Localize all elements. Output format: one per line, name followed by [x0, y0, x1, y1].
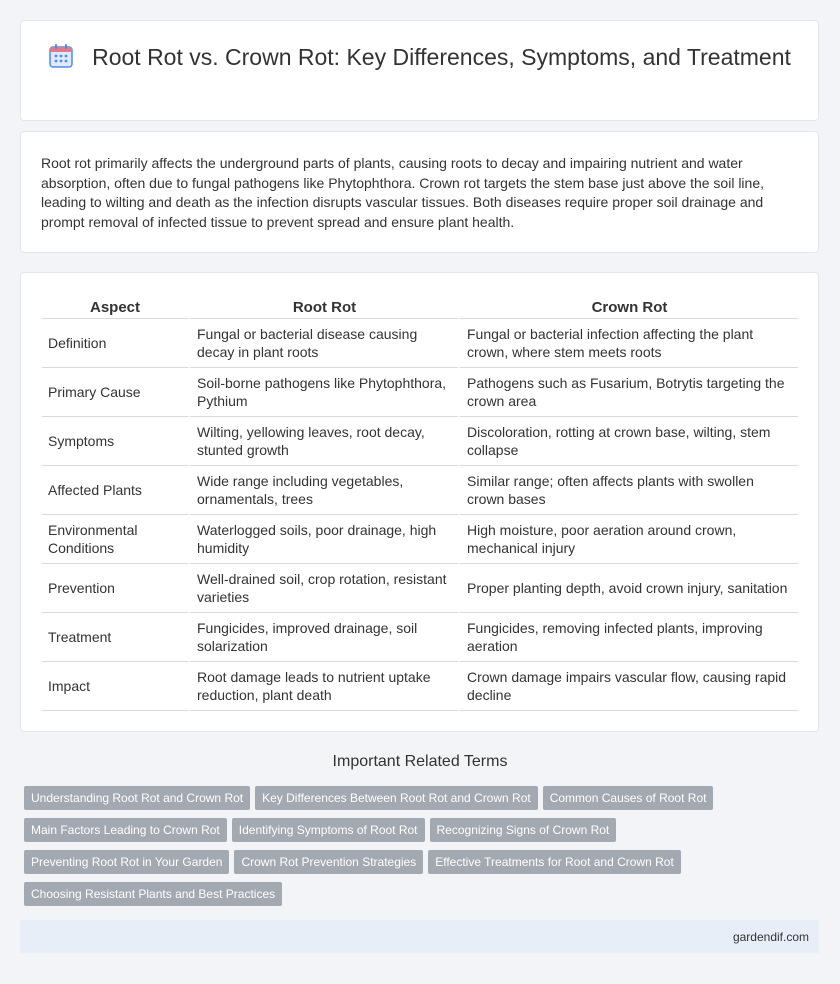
- column-header-aspect: Aspect: [42, 296, 188, 319]
- root-rot-cell: Wilting, yellowing leaves, root decay, stunted growth: [188, 417, 458, 466]
- table-header-row: [42, 296, 798, 319]
- crown-rot-cell: Crown damage impairs vascular flow, causing rapid decline: [458, 662, 798, 711]
- aspect-cell: Affected Plants: [42, 466, 188, 515]
- footer: [20, 920, 819, 953]
- page-title: [21, 43, 818, 72]
- page-title-text: Root Rot vs. Crown Rot: Key Differences, Symptoms, and Treatment: [92, 44, 791, 70]
- crown-rot-cell: Discoloration, rotting at crown base, wilting, stem collapse: [458, 417, 798, 466]
- aspect-cell: Impact: [42, 662, 188, 711]
- related-term-tag[interactable]: Preventing Root Rot in Your Garden: [24, 850, 229, 874]
- footer-site-link[interactable]: gardendif.com: [732, 930, 809, 944]
- root-rot-cell: Soil-borne pathogens like Phytophthora, Pythium: [188, 368, 458, 417]
- intro-card: [20, 131, 819, 253]
- related-term-tag[interactable]: Crown Rot Prevention Strategies: [234, 850, 423, 874]
- table-row: [42, 466, 798, 515]
- intro-paragraph: Root rot primarily affects the underground parts of plants, causing roots to decay and impairing nutrient and water absorption, often due to fungal pathogens like Phytophthora. Crown rot targets the stem base just above the soil line, leading to wilting and death as the infection disrupts vascular tissues. Both diseases require proper soil drainage and prompt removal of infected tissue to prevent spread and ensure plant health.: [41, 155, 765, 230]
- related-term-tag[interactable]: Common Causes of Root Rot: [543, 786, 714, 810]
- related-term-tag[interactable]: Main Factors Leading to Crown Rot: [24, 818, 227, 842]
- related-term-tag[interactable]: Effective Treatments for Root and Crown Rot: [428, 850, 681, 874]
- related-term-tag[interactable]: Choosing Resistant Plants and Best Practices: [24, 882, 282, 906]
- comparison-card: [20, 272, 819, 732]
- related-terms-heading: Important Related Terms: [332, 753, 508, 770]
- aspect-cell: Definition: [42, 319, 188, 368]
- column-header-root-rot: Root Rot: [188, 296, 458, 319]
- related-term-tag[interactable]: Understanding Root Rot and Crown Rot: [24, 786, 250, 810]
- crown-rot-cell: Similar range; often affects plants with swollen crown bases: [458, 466, 798, 515]
- crown-rot-cell: High moisture, poor aeration around crown, mechanical injury: [458, 515, 798, 564]
- title-card: [20, 20, 819, 121]
- root-rot-cell: Fungicides, improved drainage, soil solarization: [188, 613, 458, 662]
- aspect-cell: Environmental Conditions: [42, 515, 188, 564]
- root-rot-cell: Waterlogged soils, poor drainage, high humidity: [188, 515, 458, 564]
- table-row: [42, 564, 798, 613]
- related-terms-list: [24, 786, 724, 914]
- root-rot-cell: Well-drained soil, crop rotation, resistant varieties: [188, 564, 458, 613]
- comparison-table: [42, 296, 798, 711]
- table-row: [42, 515, 798, 564]
- crown-rot-cell: Fungicides, removing infected plants, improving aeration: [458, 613, 798, 662]
- table-row: [42, 417, 798, 466]
- crown-rot-cell: Pathogens such as Fusarium, Botrytis targeting the crown area: [458, 368, 798, 417]
- crown-rot-cell: Proper planting depth, avoid crown injury, sanitation: [458, 564, 798, 613]
- aspect-cell: Primary Cause: [42, 368, 188, 417]
- table-row: [42, 368, 798, 417]
- aspect-cell: Treatment: [42, 613, 188, 662]
- table-row: [42, 613, 798, 662]
- root-rot-cell: Root damage leads to nutrient uptake reduction, plant death: [188, 662, 458, 711]
- related-term-tag[interactable]: Recognizing Signs of Crown Rot: [430, 818, 617, 842]
- column-header-crown-rot: Crown Rot: [458, 296, 798, 319]
- aspect-cell: Prevention: [42, 564, 188, 613]
- root-rot-cell: Fungal or bacterial disease causing decay in plant roots: [188, 319, 458, 368]
- table-row: [42, 319, 798, 368]
- calendar-icon: [48, 43, 74, 69]
- table-row: [42, 662, 798, 711]
- related-term-tag[interactable]: Identifying Symptoms of Root Rot: [232, 818, 425, 842]
- related-term-tag[interactable]: Key Differences Between Root Rot and Crown Rot: [255, 786, 538, 810]
- root-rot-cell: Wide range including vegetables, ornamentals, trees: [188, 466, 458, 515]
- aspect-cell: Symptoms: [42, 417, 188, 466]
- crown-rot-cell: Fungal or bacterial infection affecting the plant crown, where stem meets roots: [458, 319, 798, 368]
